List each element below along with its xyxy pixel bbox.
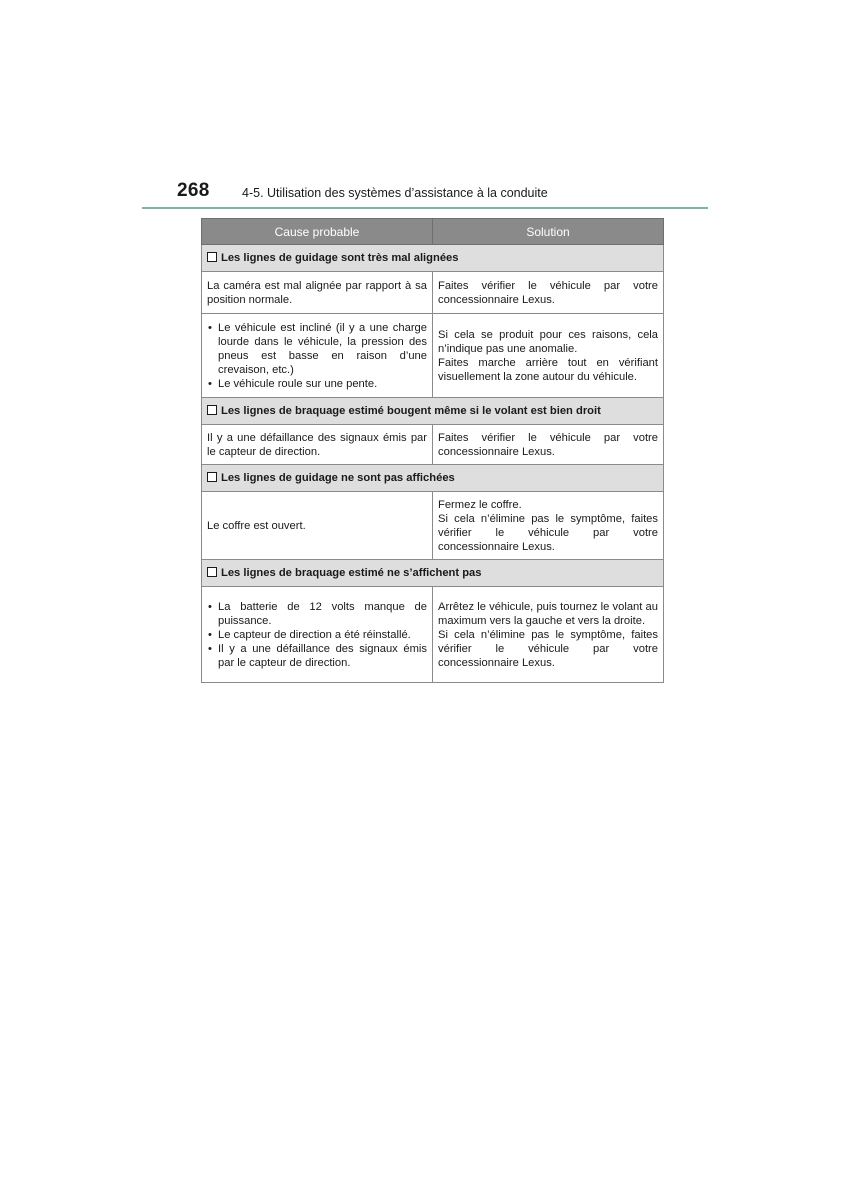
- cause-cell: [202, 587, 433, 683]
- table-row: [202, 425, 664, 465]
- list-item: • Il y a une défaillance des signaux émis par le capteur de direction.: [218, 642, 427, 670]
- page-header: [142, 178, 708, 210]
- group-title-cell: [202, 465, 664, 492]
- group-row: [202, 465, 664, 492]
- solution-cell: [433, 314, 664, 398]
- cause-cell: [202, 314, 433, 398]
- checkbox-square-icon: [207, 567, 217, 577]
- cause-cell: La caméra est mal alignée par rapport à sa position normale.: [202, 272, 433, 314]
- list-item: • Le véhicule est incliné (il y a une charge lourde dans le véhicule, la pression des pneus est basse en raison d’une crevaison, etc.): [218, 321, 427, 377]
- troubleshooting-table: [201, 218, 664, 683]
- table-row: [202, 492, 664, 560]
- checkbox-square-icon: [207, 472, 217, 482]
- group-title: Les lignes de braquage estimé ne s’affichent pas: [221, 567, 482, 579]
- cause-cell: Le coffre est ouvert.: [202, 492, 433, 560]
- table-row: [202, 272, 664, 314]
- cause-list: [207, 321, 427, 391]
- group-row: [202, 245, 664, 272]
- column-header-solution: Solution: [433, 219, 664, 245]
- solution-cell: Faites vérifier le véhicule par votre concessionnaire Lexus.: [433, 425, 664, 465]
- solution-cell: Faites vérifier le véhicule par votre concessionnaire Lexus.: [433, 272, 664, 314]
- solution-line: Si cela n’élimine pas le symptôme, faites vérifier le véhicule par votre concessionnaire Lexus.: [438, 512, 658, 553]
- table-header-row: [202, 219, 664, 245]
- group-title-cell: [202, 560, 664, 587]
- group-title-cell: [202, 245, 664, 272]
- table-row: [202, 587, 664, 683]
- cause-cell: Il y a une défaillance des signaux émis par le capteur de direction.: [202, 425, 433, 465]
- solution-line: Si cela n’élimine pas le symptôme, faites vérifier le véhicule par votre concessionnaire Lexus.: [438, 628, 658, 669]
- group-title: Les lignes de guidage sont très mal alignées: [221, 252, 459, 264]
- list-item: • Le véhicule roule sur une pente.: [218, 377, 427, 391]
- solution-line: Si cela se produit pour ces raisons, cela n’indique pas une anomalie.: [438, 328, 658, 355]
- column-header-cause: Cause probable: [202, 219, 433, 245]
- table-row: [202, 314, 664, 398]
- group-row: [202, 398, 664, 425]
- header-rule: [142, 207, 708, 209]
- page-number: 268: [177, 180, 210, 201]
- group-title: Les lignes de guidage ne sont pas affichées: [221, 472, 455, 484]
- list-item: • Le capteur de direction a été réinstallé.: [218, 628, 427, 642]
- solution-cell: [433, 587, 664, 683]
- checkbox-square-icon: [207, 405, 217, 415]
- checkbox-square-icon: [207, 252, 217, 262]
- solution-line: Faites marche arrière tout en vérifiant visuellement la zone autour du véhicule.: [438, 356, 658, 383]
- group-title: Les lignes de braquage estimé bougent même si le volant est bien droit: [221, 405, 601, 417]
- list-item: • La batterie de 12 volts manque de puissance.: [218, 600, 427, 628]
- group-title-cell: [202, 398, 664, 425]
- solution-cell: [433, 492, 664, 560]
- solution-line: Fermez le coffre.: [438, 498, 522, 511]
- group-row: [202, 560, 664, 587]
- section-title: 4-5. Utilisation des systèmes d’assistance à la conduite: [242, 186, 548, 200]
- solution-line: Arrêtez le véhicule, puis tournez le volant au maximum vers la gauche et vers la droite.: [438, 600, 658, 627]
- cause-list: [207, 600, 427, 670]
